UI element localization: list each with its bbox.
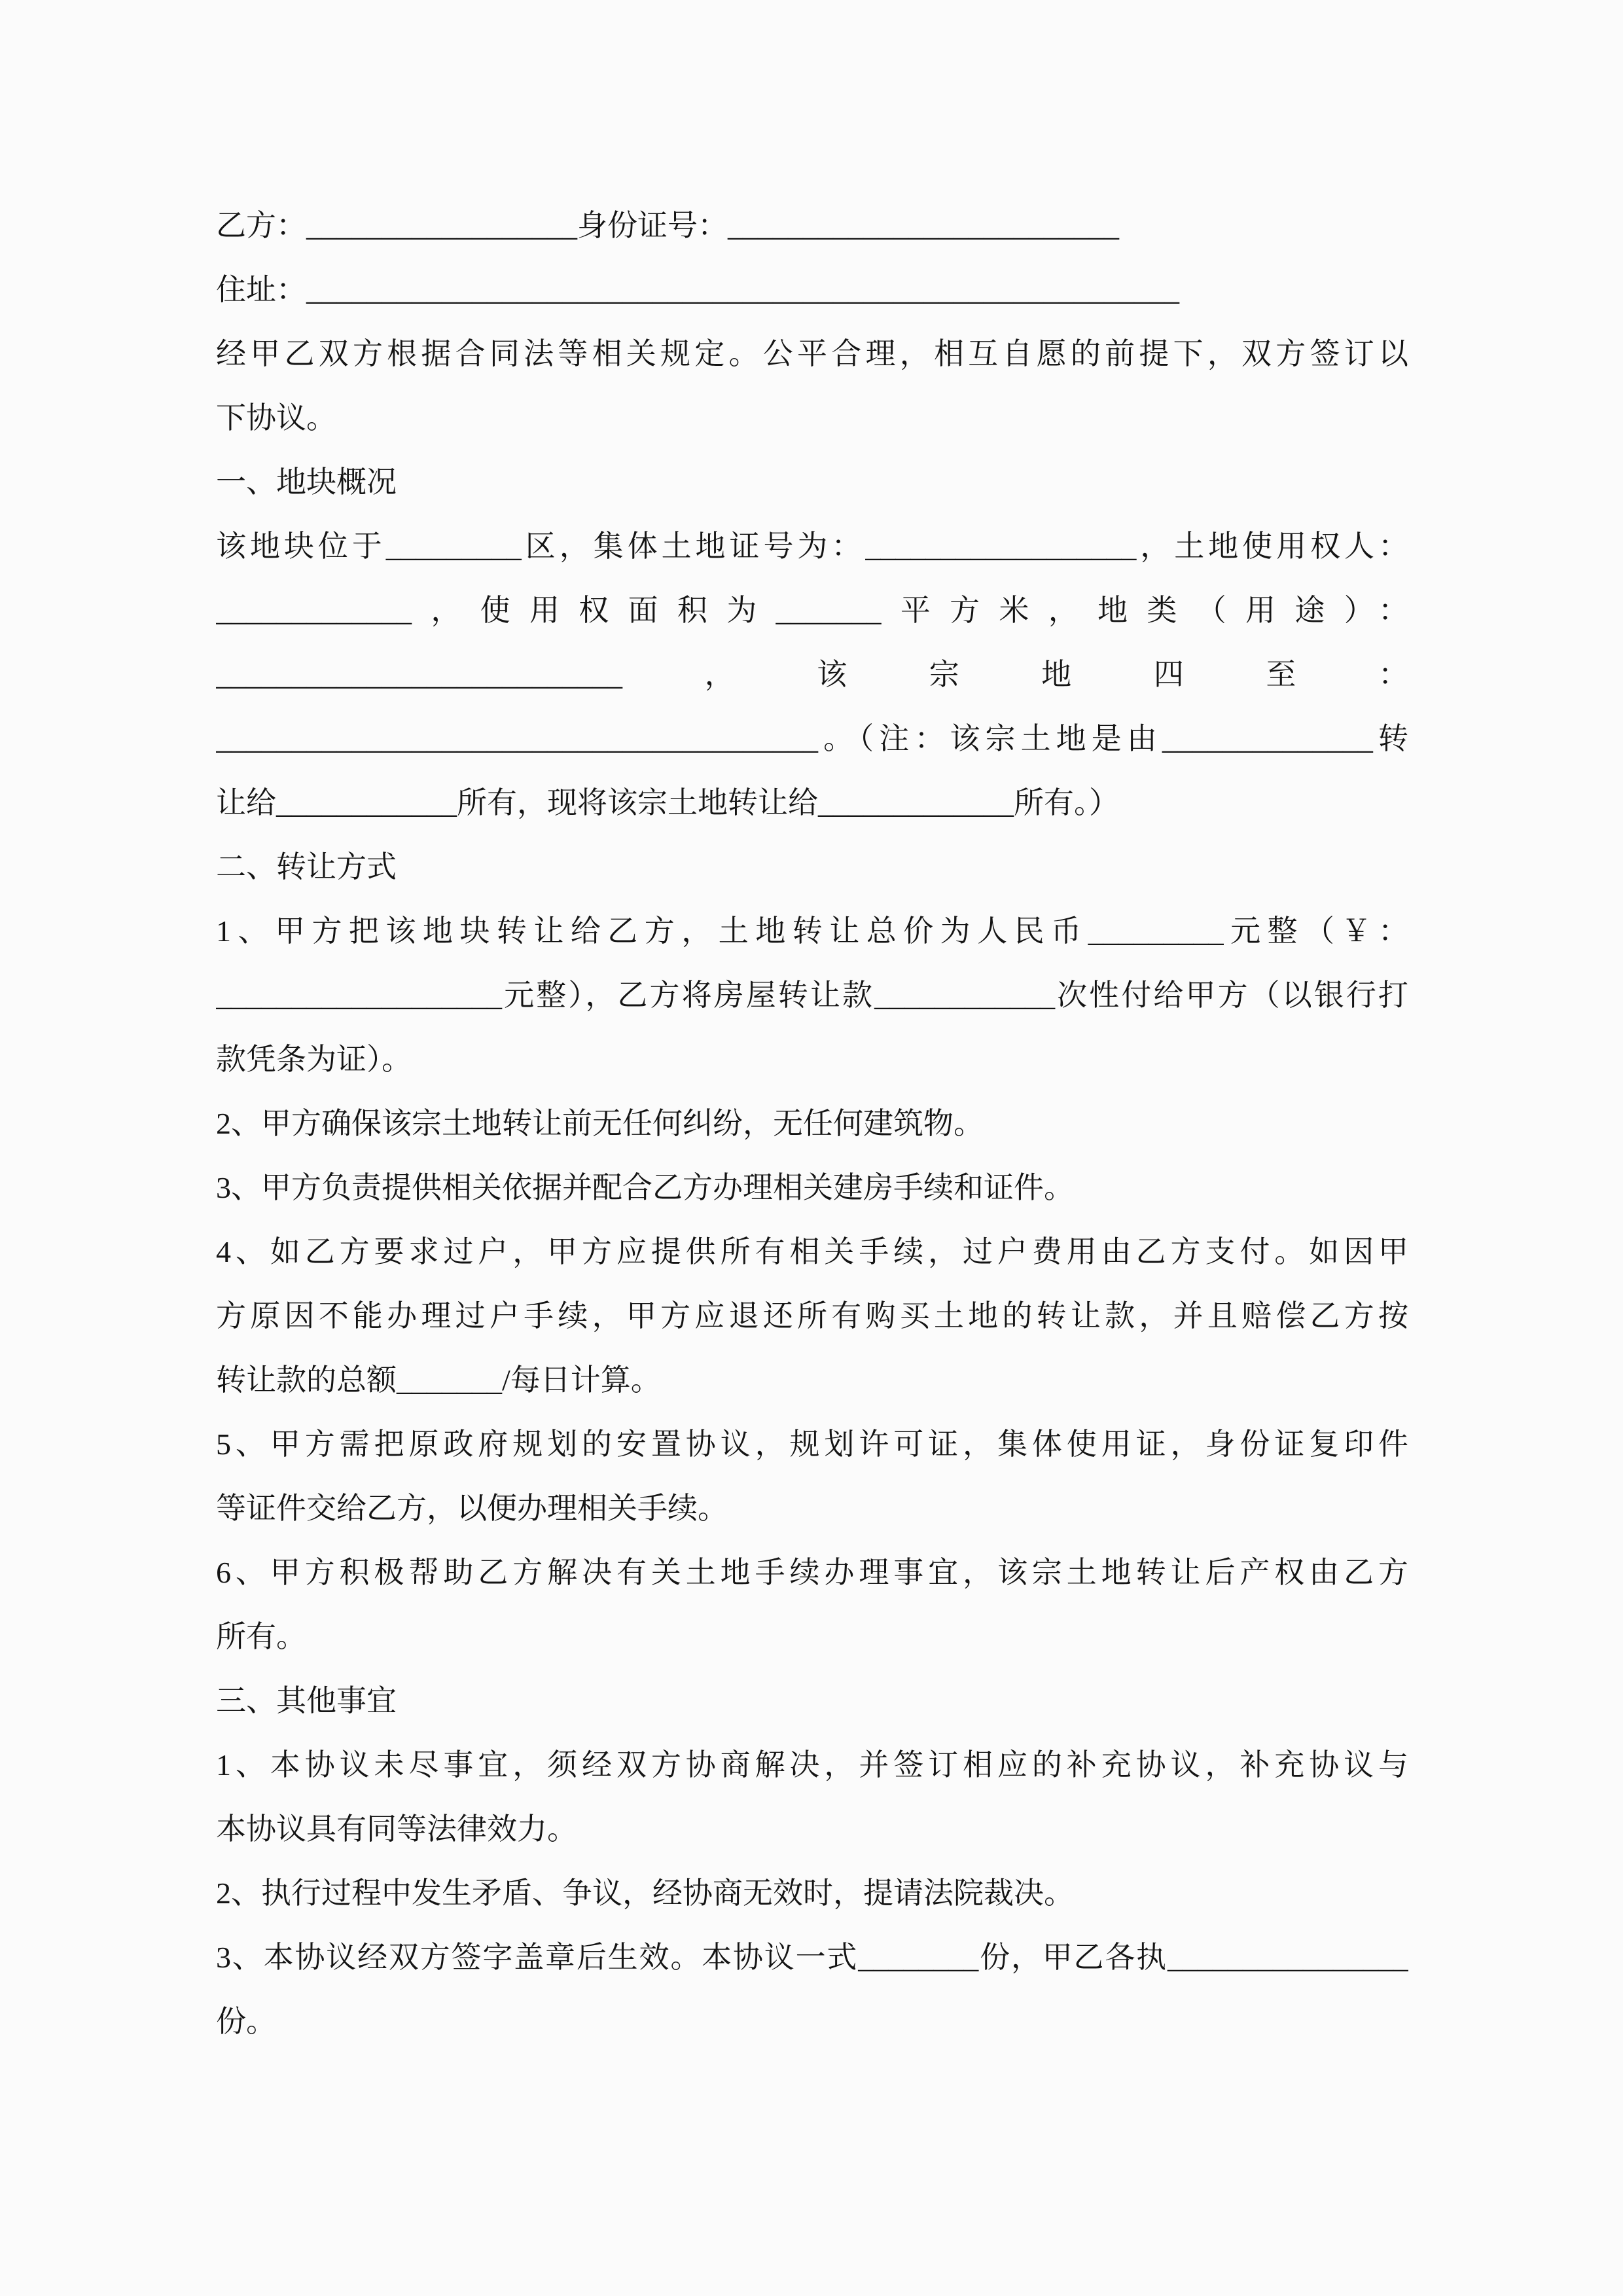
clause-2-4-line-2: 方原因不能办理过户手续，甲方应退还所有购买土地的转让款，并且赔偿乙方按: [216, 1299, 1408, 1333]
clause-2-3: 3、甲方负责提供相关依据并配合乙方办理相关建房手续和证件。: [216, 1171, 1074, 1204]
preamble-line-2: 下协议。: [216, 401, 336, 435]
clause-2-6-line-1: 6、甲方积极帮助乙方解决有关土地手续办理事宜，该宗土地转让后产权由乙方: [216, 1556, 1408, 1589]
party-b-id-line: 乙方：__________________身份证号：__________________________: [216, 209, 1119, 242]
clause-3-2: 2、执行过程中发生矛盾、争议，经协商无效时，提请法院裁决。: [216, 1876, 1074, 1910]
plot-info-line-5: 让给____________所有，现将该宗土地转让给_____________所有。）: [216, 786, 1119, 819]
clause-3-3-line-2: 份。: [216, 2005, 276, 2038]
clause-2-1-line-1: 1、甲方把该地块转让给乙方，土地转让总价为人民币_________元整（￥：: [216, 914, 1408, 948]
clause-3-1-line-1: 1、本协议未尽事宜，须经双方协商解决，并签订相应的补充协议，补充协议与: [216, 1748, 1408, 1782]
preamble-line-1: 经甲乙双方根据合同法等相关规定。公平合理，相互自愿的前提下，双方签订以: [216, 337, 1408, 370]
clause-2-1-line-3: 款凭条为证）。: [216, 1043, 412, 1076]
clause-2-5-line-2: 等证件交给乙方，以便办理相关手续。: [216, 1492, 728, 1525]
clause-2-1-line-2: ___________________元整），乙方将房屋转让款____________次性付给甲方（以银行打: [216, 978, 1408, 1012]
section-3-heading: 三、其他事宜: [216, 1684, 397, 1717]
document-page: [216, 194, 1408, 2054]
section-1-heading: 一、地块概况: [216, 465, 397, 499]
plot-info-line-4: ________________________________________。（注：该宗土地是由______________转: [216, 722, 1408, 755]
clause-2-5-line-1: 5、甲方需把原政府规划的安置协议，规划许可证，集体使用证，身份证复印件: [216, 1427, 1408, 1461]
clause-2-4-line-1: 4、如乙方要求过户，甲方应提供所有相关手续，过户费用由乙方支付。如因甲: [216, 1235, 1408, 1268]
plot-info-line-2: _____________，使用权面积为_______平方米，地类（用途）：: [216, 594, 1408, 627]
plot-info-line-1: 该地块位于_________区，集体土地证号为：__________________，土地使用权人：: [216, 529, 1408, 563]
plot-info-line-3: ___________________________，该宗地四至：: [216, 658, 1408, 691]
section-2-heading: 二、转让方式: [216, 850, 397, 884]
clause-2-6-line-2: 所有。: [216, 1620, 306, 1653]
clause-2-4-line-3: 转让款的总额_______/每日计算。: [216, 1363, 661, 1397]
clause-3-1-line-2: 本协议具有同等法律效力。: [216, 1812, 577, 1846]
address-line: 住址：__________________________________________________________: [216, 273, 1179, 306]
clause-2-2: 2、甲方确保该宗土地转让前无任何纠纷，无任何建筑物。: [216, 1107, 984, 1140]
clause-3-3-line-1: 3、本协议经双方签字盖章后生效。本协议一式________份，甲乙各执________________: [216, 1941, 1408, 1974]
